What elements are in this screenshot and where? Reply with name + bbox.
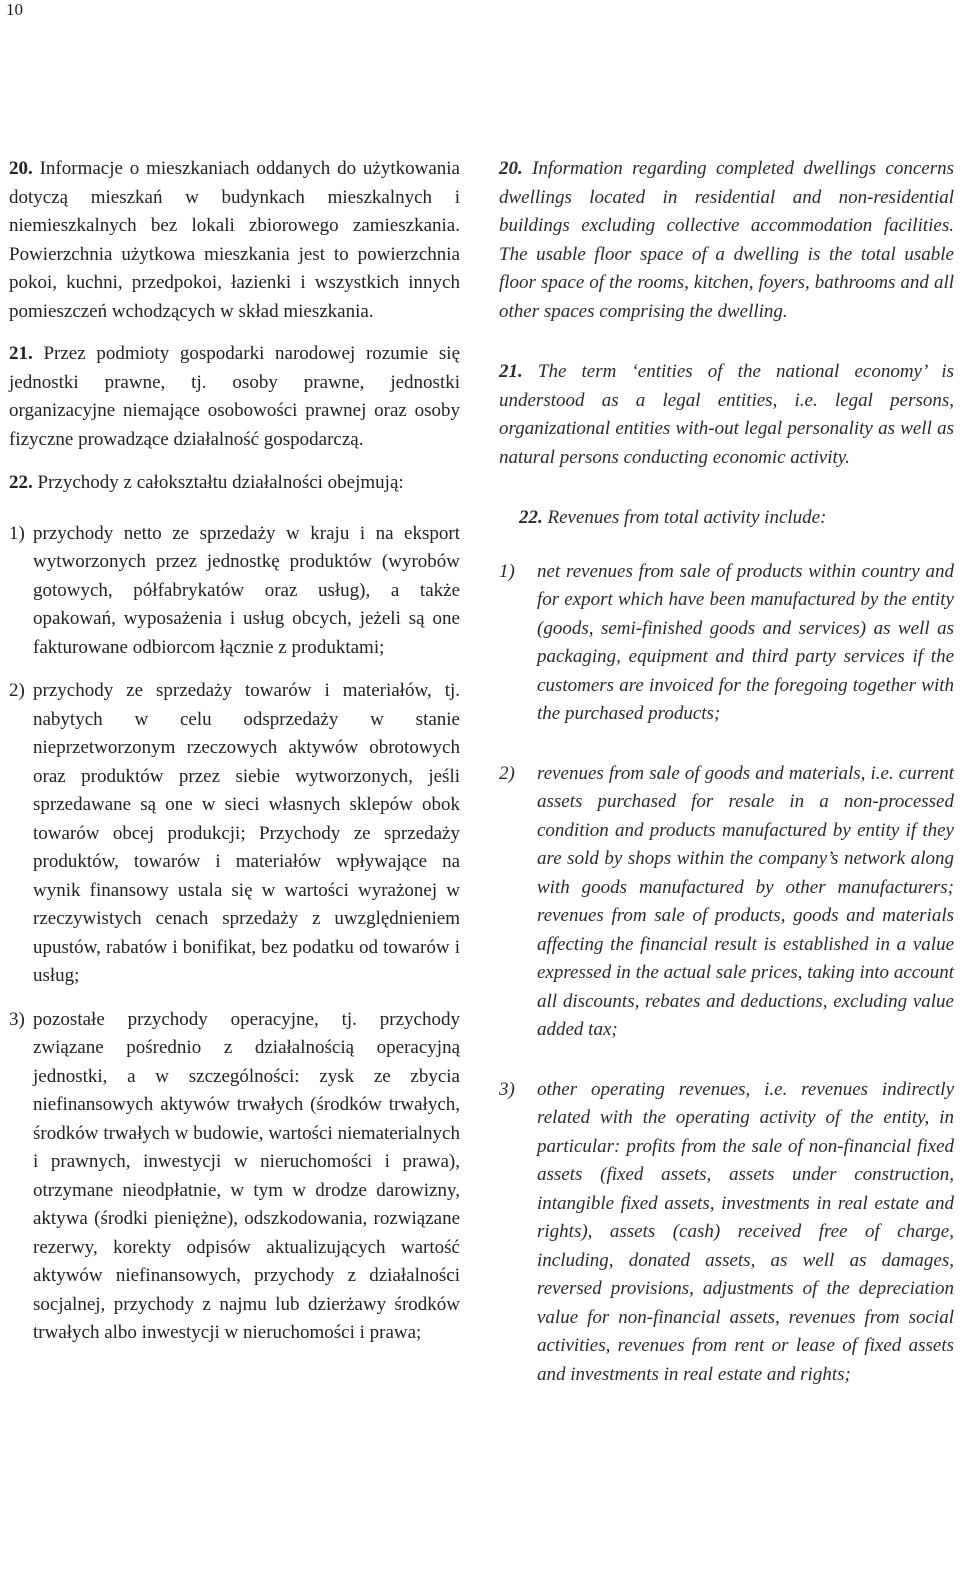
section-text: Informacje o mieszkaniach oddanych do użytkowania dotyczą mieszkań w budynkach mieszkalnych i niemieszkalnych bez lokali zbiorowego zamieszkania. Powierzchnia użytkowa mieszkania jest to powierzchnia pokoi, kuchni, przedpokoi, łazienki i wszystkich innych pomieszczeń wchodzących w skład mieszkania. [9,158,460,322]
list-item [9,520,460,663]
list-item-text: pozostałe przychody operacyjne, tj. przychody związane pośrednio z działalnością operacyjną jednostki, a w szczególności: zysk ze zbycia niefinansowych aktywów trwałych (środków trwałych, środków trwałych w budowie, wartości niematerialnych i prawnych, inwestycji w nieruchomości i prawa), otrzymane nieodpłatnie, w tym w drodze darowizny, aktywa (środki pieniężne), odszkodowania, rozwiązane rezerwy, korekty odpisów aktualizujących wartość aktywów niefinansowych, przychody z działalności socjalnej, przychody z najmu lub dzierżawy środków trwałych albo inwestycji w nieruchomości i prawa; [33,1008,460,1343]
section-number: 21. [9,343,33,364]
polish-column [9,155,460,1363]
list-item [499,760,954,1045]
list-item [9,1006,460,1348]
list-marker: 1) [9,522,25,544]
section-21-en [499,358,954,472]
list-marker: 2) [9,680,25,701]
section-number: 22. [519,507,543,528]
section-number: 20. [499,158,523,179]
list-item-text: net revenues from sale of products within country and for export which have been manufactured by the entity (goods, semi-finished goods and services) as well as packaging, equipment and third party services if the customers are invoiced for the foregoing together with the purchased products; [537,560,954,724]
section-number: 21. [499,361,523,382]
list-marker: 3) [499,1078,515,1100]
section-20-pl [9,155,460,326]
revenue-list-en [499,558,954,1390]
section-21-pl [9,340,460,454]
section-22-pl [9,469,460,498]
list-marker: 3) [9,1008,25,1030]
list-item [499,1076,954,1390]
section-text: Information regarding completed dwellings concerns dwellings located in residential and non-residential buildings excluding collective accommodation facilities. The usable floor space of a dwelling is the total usable floor space of the rooms, kitchen, foyers, bathrooms and all other spaces comprising the dwelling. [499,158,955,322]
section-text: Revenues from total activity include: [547,507,827,528]
page-number: 10 [6,0,23,19]
list-item [499,558,954,729]
list-item-text: revenues from sale of goods and materials, i.e. current assets purchased for resale in a non-processed condition and products manufactured by entity if they are sold by shops within the company’s network along with goods manufactured by other manufacturers; revenues from sale of products, goods and materials affecting the financial result is established in a value expressed in the actual sale prices, taking into account all discounts, rebates and deductions, excluding value added tax; [537,762,954,1040]
section-text: Przez podmioty gospodarki narodowej rozumie się jednostki prawne, tj. osoby prawne, jednostki organizacyjne niemające osobowości prawnej oraz osoby fizyczne prowadzące działalność gospodarczą. [9,343,461,450]
english-column [499,155,954,1420]
list-marker: 1) [499,560,515,582]
list-item-text: przychody netto ze sprzedaży w kraju i na eksport wytworzonych przez jednostkę produktów (wyrobów gotowych, półfabrykatów oraz usług), a także opakowań, wyposażenia i usług obcych, jeżeli są one fakturowane odbiorcom łącznie z produktami; [33,522,460,658]
revenue-list-pl [9,520,460,1348]
list-item [9,677,460,991]
list-item-text: przychody ze sprzedaży towarów i materiałów, tj. nabytych w celu odsprzedaży w stanie nieprzetworzonym rzeczowych aktywów obrotowych oraz produktów przez siebie wytworzonych, jeśli sprzedawane są one w sieci własnych sklepów obok towarów obcej produkcji; Przychody ze sprzedaży produktów, towarów i materiałów wpływające na wynik finansowy ustala się w wartości wyrażonej w rzeczywistych cenach sprzedaży z uwzględnieniem upustów, rabatów i bonifikat, bez podatku od towarów i usług; [33,680,460,986]
section-number: 22. [9,472,33,493]
section-number: 20. [9,158,33,179]
list-item-text: other operating revenues, i.e. revenues indirectly related with the operating activity of the entity, in particular: profits from the sale of non-financial fixed assets (fixed assets, assets under construction, intangible fixed assets, investments in real estate and rights), assets (cash) received free of charge, including, donated assets, as well as damages, reversed provisions, adjustments of the depreciation value for non-financial assets, revenues from social activities, revenues from rent or lease of fixed assets and investments in real estate and rights; [537,1078,954,1385]
list-marker: 2) [499,762,515,784]
section-22-en [499,504,954,533]
section-text: Przychody z całokształtu działalności obejmują: [37,472,404,493]
section-text: The term ‘entities of the national economy’ is understood as a legal entities, i.e. legal persons, organizational entities with-out legal personality as well as natural persons conducting economic activity. [499,361,954,468]
section-20-en [499,155,954,326]
